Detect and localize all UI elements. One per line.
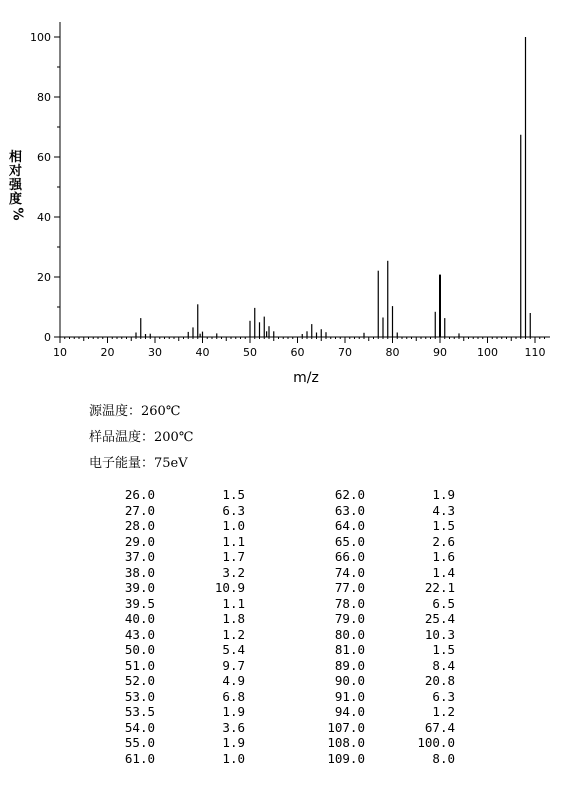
mz-cell: 51.0 [124, 657, 155, 673]
intensity-cell: 4.3 [432, 502, 455, 518]
mz-cell: 81.0 [334, 642, 365, 657]
x-tick-label: 10 [53, 346, 67, 359]
intensity-cell: 22.1 [424, 580, 455, 595]
table-row [100, 518, 455, 534]
mz-cell: 108.0 [327, 735, 365, 750]
mz-cell: 52.0 [124, 673, 155, 688]
x-tick-label: 20 [100, 346, 115, 359]
intensity-cell: 3.6 [222, 719, 245, 735]
mz-cell: 54.0 [124, 719, 155, 735]
intensity-cell: 1.4 [432, 564, 455, 580]
x-tick-label: 70 [338, 346, 352, 359]
x-axis-label: m/z [293, 370, 319, 386]
x-tick-label: 30 [148, 346, 162, 359]
intensity-cell: 25.4 [424, 611, 455, 626]
x-tick-label: 100 [477, 346, 498, 359]
y-tick-label: 40 [37, 211, 51, 224]
mz-cell: 38.0 [124, 564, 155, 580]
x-tick-label: 40 [195, 346, 210, 359]
y-tick-label: 20 [37, 271, 51, 284]
intensity-cell: 100.0 [417, 735, 455, 750]
intensity-cell: 6.8 [222, 688, 245, 704]
y-axis-label-char: 相 [9, 150, 23, 165]
intensity-cell: 4.9 [222, 673, 245, 688]
mz-cell: 50.0 [124, 642, 155, 657]
intensity-cell: 1.5 [222, 487, 245, 502]
table-row [100, 658, 455, 674]
sample-temperature: 样品温度：200℃ [89, 430, 194, 445]
mz-cell: 77.0 [334, 580, 365, 595]
mz-cell: 64.0 [334, 518, 365, 533]
mz-cell: 74.0 [334, 564, 365, 580]
axis-ticks [54, 37, 545, 343]
intensity-cell: 1.2 [222, 626, 245, 642]
mz-cell: 90.0 [334, 673, 365, 688]
intensity-cell: 1.0 [222, 750, 245, 766]
table-row [100, 751, 455, 767]
mz-cell: 53.0 [124, 688, 155, 704]
mz-cell: 79.0 [334, 611, 365, 626]
table-row [100, 596, 455, 612]
intensity-cell: 8.0 [432, 750, 455, 766]
y-axis-label-char: 度 [9, 192, 23, 207]
mz-cell: 29.0 [124, 533, 155, 549]
mz-cell: 80.0 [334, 626, 365, 642]
table-row [100, 689, 455, 705]
y-tick-label: 60 [37, 151, 51, 164]
table-row [100, 704, 455, 720]
intensity-cell: 20.8 [424, 673, 455, 688]
mz-cell: 107.0 [327, 719, 365, 735]
mz-cell: 37.0 [124, 549, 155, 564]
x-tick-label: 60 [290, 346, 305, 359]
y-axis-label-char: % [9, 207, 25, 221]
y-tick-label: 0 [44, 331, 51, 344]
peak-table [100, 487, 455, 766]
mz-cell: 28.0 [124, 518, 155, 533]
intensity-cell: 1.9 [222, 735, 245, 750]
x-tick-label: 50 [243, 346, 257, 359]
mz-cell: 78.0 [334, 595, 365, 611]
intensity-cell: 1.0 [222, 518, 245, 533]
table-row [100, 565, 455, 581]
mz-cell: 39.5 [124, 595, 155, 611]
mz-cell: 109.0 [327, 750, 365, 766]
intensity-cell: 1.9 [432, 487, 455, 502]
mz-cell: 89.0 [334, 657, 365, 673]
table-row [100, 487, 455, 503]
table-row [100, 611, 455, 627]
x-tick-label: 110 [524, 346, 546, 359]
table-row [100, 549, 455, 565]
intensity-cell: 1.5 [432, 518, 455, 533]
intensity-cell: 6.3 [432, 688, 455, 704]
x-tick-label: 90 [433, 346, 447, 359]
mz-cell: 53.5 [124, 704, 155, 719]
table-row [100, 720, 455, 736]
mz-cell: 55.0 [124, 735, 155, 750]
intensity-cell: 8.4 [432, 657, 455, 673]
intensity-cell: 1.1 [222, 595, 245, 611]
table-row [100, 673, 455, 689]
source-temperature: 源温度：260℃ [89, 404, 181, 419]
table-row [100, 503, 455, 519]
mz-cell: 61.0 [124, 750, 155, 766]
intensity-cell: 10.9 [214, 580, 245, 595]
mass-spectrum-chart [0, 0, 570, 395]
intensity-cell: 3.2 [222, 564, 245, 580]
mz-cell: 26.0 [124, 487, 155, 502]
mz-cell: 65.0 [334, 533, 365, 549]
mz-cell: 62.0 [334, 487, 365, 502]
electron-energy: 电子能量：75eV [89, 456, 188, 471]
mz-cell: 91.0 [334, 688, 365, 704]
table-row [100, 642, 455, 658]
x-tick-label: 80 [385, 346, 400, 359]
table-row [100, 580, 455, 596]
intensity-cell: 1.1 [222, 533, 245, 549]
mz-cell: 43.0 [124, 626, 155, 642]
intensity-cell: 10.3 [424, 626, 455, 642]
intensity-cell: 1.9 [222, 704, 245, 719]
y-tick-label: 80 [37, 91, 51, 104]
mz-cell: 27.0 [124, 502, 155, 518]
mz-cell: 66.0 [334, 549, 365, 564]
table-row [100, 627, 455, 643]
table-row [100, 534, 455, 550]
mz-cell: 63.0 [334, 502, 365, 518]
y-axis-label-char: 对 [9, 164, 23, 179]
plot-axes [60, 22, 550, 337]
y-tick-label: 100 [30, 31, 51, 44]
mz-cell: 94.0 [334, 704, 365, 719]
axis-tick-labels [30, 31, 546, 359]
intensity-cell: 5.4 [222, 642, 245, 657]
table-row [100, 735, 455, 751]
intensity-cell: 1.5 [432, 642, 455, 657]
intensity-cell: 9.7 [222, 657, 245, 673]
intensity-cell: 1.7 [222, 549, 245, 564]
mz-cell: 39.0 [124, 580, 155, 595]
intensity-cell: 2.6 [432, 533, 455, 549]
intensity-cell: 1.2 [432, 704, 455, 719]
y-axis-label-char: 强 [9, 178, 23, 193]
intensity-cell: 1.6 [432, 549, 455, 564]
intensity-cell: 67.4 [424, 719, 455, 735]
mz-cell: 40.0 [124, 611, 155, 626]
intensity-cell: 1.8 [222, 611, 245, 626]
spectrum-peaks [136, 37, 530, 337]
intensity-cell: 6.5 [432, 595, 455, 611]
intensity-cell: 6.3 [222, 502, 245, 518]
